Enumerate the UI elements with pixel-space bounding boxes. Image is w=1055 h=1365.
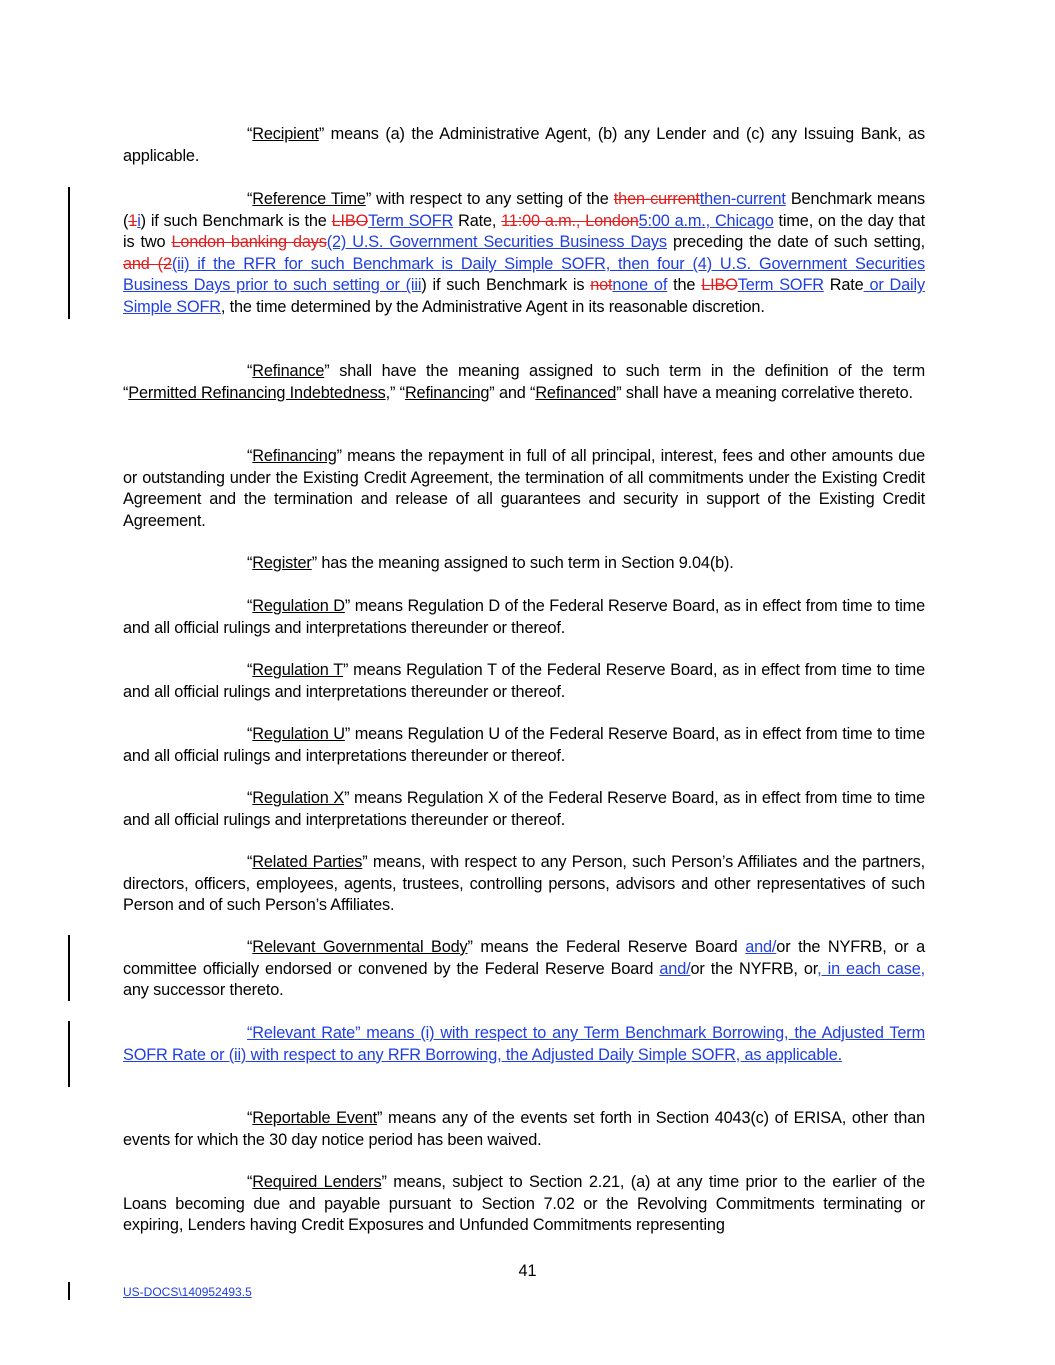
definition-recipient: “Recipient” means (a) the Administrative Agent, (b) any Lender and (c) any Issuing Bank, as applicable. [123, 125, 925, 165]
definition-regulation-t: “Regulation T” means Regulation T of the Federal Reserve Board, as in effect from time to time and all official rulings and interpretations thereunder or thereof. [123, 661, 925, 701]
defined-term: Register [252, 554, 312, 572]
defined-term: Permitted Refinancing Indebtedness [128, 383, 386, 402]
change-bar [68, 187, 70, 319]
definition-regulation-x: “Regulation X” means Regulation X of the Federal Reserve Board, as in effect from time to time and all official rulings and interpretations thereunder or thereof. [123, 789, 925, 829]
definition-relevant-governmental-body: “Relevant Governmental Body” means the Federal Reserve Board and/or the NYFRB, or a committee officially endorsed or convened by the Federal Reserve Board and/or the NYFRB, or, in each case, any successor thereto. [123, 938, 925, 1000]
inserted-text: 5:00 a.m., Chicago [638, 211, 774, 230]
inserted-text: , in each case, [817, 959, 925, 978]
inserted-text: then-current [699, 190, 786, 208]
document-id: US-DOCS\140952493.5 [123, 1285, 252, 1299]
deleted-text: London banking days [171, 233, 327, 252]
defined-term: Relevant Governmental Body [252, 938, 468, 956]
deleted-text: 11:00 a.m., London [501, 211, 639, 230]
definition-refinancing: “Refinancing” means the repayment in full of all principal, interest, fees and other amounts due or outstanding under the Existing Credit Agreement, the termination of all commitments under the Existing Credit Agreement and the termination and release of all guarantees and security in support of the Existing Credit Agreement. [123, 447, 925, 530]
change-bar [68, 1021, 70, 1087]
defined-term: Regulation U [252, 725, 345, 743]
inserted-text: none of [612, 276, 668, 295]
inserted-text: and/ [745, 938, 777, 956]
change-bar [68, 935, 70, 1001]
defined-term: Reportable Event [252, 1109, 378, 1127]
deleted-text: LIBO [331, 211, 369, 230]
definition-reportable-event: “Reportable Event” means any of the events set forth in Section 4043(c) of ERISA, other than events for which the 30 day notice period has been waived. [123, 1109, 925, 1149]
definition-refinance: “Refinance” shall have the meaning assigned to such term in the definition of the term “Permitted Refinancing Indebtedness,” “Refinancing” and “Refinanced” shall have a meaning correlative thereto. [123, 362, 925, 402]
inserted-text: “Relevant Rate” means (i) with respect to any Term Benchmark Borrowing, the Adjusted Term SOFR Rate or (ii) with respect to any RFR Borrowing, the Adjusted Daily Simple SOFR, as applicable. [123, 1024, 925, 1064]
defined-term: Refinancing [404, 383, 490, 402]
defined-term: Refinance [252, 362, 325, 380]
defined-term: Regulation D [252, 597, 345, 615]
definition-register: “Register” has the meaning assigned to such term in Section 9.04(b). [247, 554, 734, 572]
inserted-text: i [137, 211, 141, 230]
deleted-text: 1 [128, 211, 138, 230]
deleted-text: LIBO [701, 276, 738, 295]
definition-reference-time: “Reference Time” with respect to any setting of the then-currentthen-current Benchmark means (1i) if such Benchmark is the LIBOTerm SOFR Rate, 11:00 a.m., London5:00 a.m., Chicago time, on the day that is two London banking days(2) U.S. Government Securities Business Days preceding the date of such setting, and (2(ii) if the RFR for such Benchmark is Daily Simple SOFR, then four (4) U.S. Government Securities Business Days prior to such setting or (iii) if such Benchmark is notnone of the LIBOTerm SOFR Rate or Daily Simple SOFR, the time determined by the Administrative Agent in its reasonable discretion. [123, 190, 926, 316]
defined-term: Required Lenders [252, 1173, 382, 1191]
page-number: 41 [518, 1262, 537, 1280]
defined-term: Refinancing [252, 447, 337, 465]
definition-relevant-rate [123, 1023, 925, 1066]
inserted-text: and/ [659, 959, 691, 978]
defined-term: Recipient [252, 125, 319, 143]
deleted-text: then-current [613, 190, 700, 208]
defined-term: Refinanced [535, 383, 617, 402]
defined-term: Related Parties [252, 853, 363, 871]
definition-regulation-d: “Regulation D” means Regulation D of the Federal Reserve Board, as in effect from time to time and all official rulings and interpretations thereunder or thereof. [123, 597, 925, 637]
deleted-text: and (2 [123, 254, 172, 273]
inserted-text: or Daily Simple SOFR [123, 276, 925, 316]
inserted-text: Term SOFR [737, 276, 824, 295]
inserted-text: (ii) if the RFR for such Benchmark is Daily Simple SOFR, then four (4) U.S. Government Securities Business Days prior to such setting or (iii [123, 254, 925, 295]
inserted-text: Term SOFR [368, 211, 454, 230]
defined-term: Regulation X [252, 789, 345, 807]
definition-regulation-u: “Regulation U” means Regulation U of the Federal Reserve Board, as in effect from time to time and all official rulings and interpretations thereunder or thereof. [123, 725, 925, 765]
deleted-text: not [590, 276, 613, 295]
definition-related-parties: “Related Parties” means, with respect to any Person, such Person’s Affiliates and the partners, directors, officers, employees, agents, trustees, controlling persons, advisors and other representatives of such Person and of such Person’s Affiliates. [123, 853, 925, 915]
defined-term: Regulation T [252, 661, 344, 679]
change-bar [68, 1282, 70, 1300]
definition-required-lenders: “Required Lenders” means, subject to Section 2.21, (a) at any time prior to the earlier of the Loans becoming due and payable pursuant to Section 7.02 or the Revolving Commitments terminating or expiring, Lenders having Credit Exposures and Unfunded Commitments representing [123, 1173, 925, 1235]
inserted-text: (2) U.S. Government Securities Business Days [326, 233, 667, 252]
defined-term: Reference Time [252, 190, 366, 208]
